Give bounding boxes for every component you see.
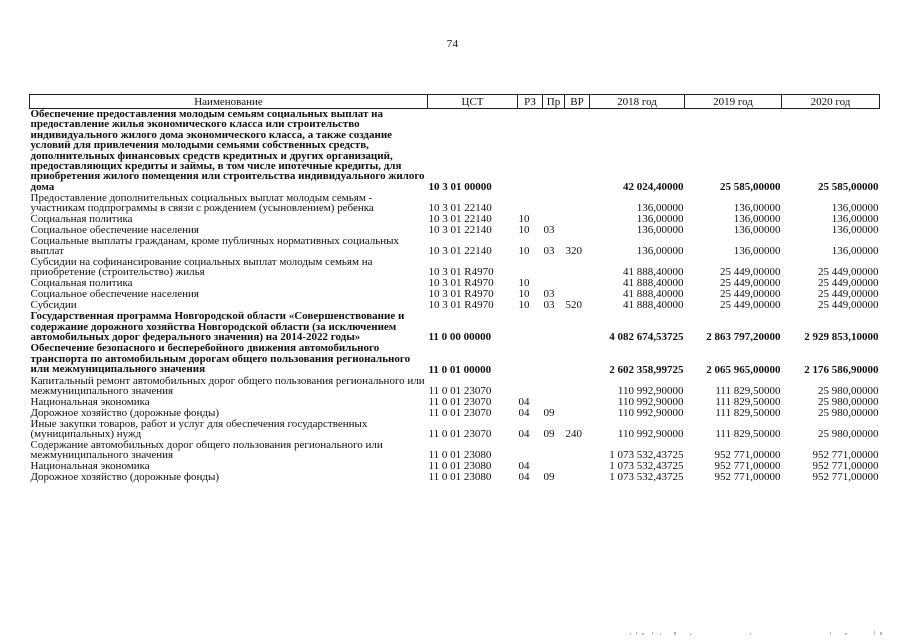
cell-2018: 110 992,90000 (617, 384, 684, 397)
cell-vr (565, 408, 590, 419)
cell-vr (565, 225, 590, 236)
cell-2018: 41 888,40000 (623, 299, 684, 312)
table-body (30, 109, 880, 483)
page-number: 74 (446, 38, 459, 50)
cell-cst: 10 3 01 22140 (428, 245, 492, 258)
cell-rz: 10 (518, 299, 530, 312)
cell-2020: 25 585,00000 (818, 181, 879, 194)
cell-2018: 136,00000 (636, 224, 684, 237)
cell-2018: 1 073 532,43725 (609, 459, 684, 472)
cell-rz (518, 109, 543, 194)
cell-name: Субсидии (30, 299, 77, 312)
cell-2018: 42 024,40000 (623, 181, 684, 194)
cell-2018: 41 888,40000 (623, 266, 684, 279)
cell-2019: 25 449,00000 (720, 266, 781, 279)
cell-vr (565, 472, 590, 483)
table-row (30, 193, 880, 214)
cell-cst: 11 0 00 00000 (428, 331, 492, 344)
cell-vr (565, 257, 590, 278)
cell-cst: 10 3 01 00000 (428, 181, 492, 194)
cell-rz: 04 (518, 395, 530, 408)
table-row (30, 376, 880, 397)
cell-name: Социальное обеспечение населения (30, 224, 199, 237)
cell-2020: 25 449,00000 (818, 288, 879, 301)
cell-2019: 25 449,00000 (720, 288, 781, 301)
cell-2019: 136,00000 (733, 224, 781, 237)
cell-name: Капитальный ремонт автомобильных дорог общего пользования регионального или межмуниципального значения (30, 374, 425, 397)
table-row (30, 311, 880, 343)
cell-2019: 2 863 797,20000 (706, 331, 781, 344)
cell-2018: 110 992,90000 (617, 427, 684, 440)
cell-name: Субсидии на софинансирование социальных выплат молодым семьям на приобретение (строительство) жилья (30, 256, 373, 279)
cell-vr (565, 311, 590, 343)
header-pr: Пр (543, 95, 565, 109)
cell-name: Национальная экономика (30, 459, 150, 472)
cell-rz (518, 376, 543, 397)
cell-2020: 952 771,00000 (812, 459, 879, 472)
cell-2020: 136,00000 (831, 213, 879, 226)
cell-pr: 03 (543, 224, 555, 237)
cell-name: Дорожное хозяйство (дорожные фонды) (30, 406, 220, 419)
cell-2018: 136,00000 (636, 245, 684, 258)
cell-2020: 2 929 853,10000 (804, 331, 879, 344)
cell-rz: 04 (518, 427, 530, 440)
cell-2019: 952 771,00000 (714, 470, 781, 483)
table-row (30, 236, 880, 257)
cell-rz: 04 (518, 406, 530, 419)
cell-rz: 10 (518, 245, 530, 258)
cell-2020: 25 980,00000 (818, 427, 879, 440)
cell-rz: 10 (518, 277, 530, 290)
cell-name: Предоставление дополнительных социальных выплат молодым семьям - участникам подпрограммы в связи с рождением (усыновлением) ребенка (30, 192, 374, 215)
header-2020: 2020 год (782, 95, 880, 109)
cell-pr (543, 343, 565, 375)
cell-rz (518, 440, 543, 461)
table-row (30, 343, 880, 375)
cell-2019: 25 449,00000 (720, 299, 781, 312)
header-name: Наименование (30, 95, 428, 109)
header-vr: ВР (565, 95, 590, 109)
cell-cst: 10 3 01 22140 (428, 202, 492, 215)
cell-2019: 136,00000 (733, 245, 781, 258)
cell-2018: 136,00000 (636, 202, 684, 215)
cell-cst: 11 0 01 23070 (428, 384, 492, 397)
table-row (30, 419, 880, 440)
cell-vr (565, 214, 590, 225)
cell-cst: 10 3 01 22140 (428, 213, 492, 226)
cell-2018: 1 073 532,43725 (609, 470, 684, 483)
header-2018: 2018 год (590, 95, 685, 109)
cell-pr (543, 257, 565, 278)
cell-cst: 11 0 01 23080 (428, 459, 492, 472)
cell-pr: 03 (543, 299, 555, 312)
cell-2018: 1 073 532,43725 (609, 448, 684, 461)
cell-cst: 10 3 01 R4970 (428, 277, 494, 290)
cell-2018: 136,00000 (636, 213, 684, 226)
cell-name: Иные закупки товаров, работ и услуг для обеспечения государственных (муниципальных) нужд (30, 417, 368, 440)
cell-vr (565, 343, 590, 375)
cell-2020: 136,00000 (831, 202, 879, 215)
cell-2019: 952 771,00000 (714, 448, 781, 461)
cell-2019: 111 829,50000 (715, 395, 781, 408)
cell-pr (543, 311, 565, 343)
cell-2019: 25 449,00000 (720, 277, 781, 290)
cell-name: Обеспечение безопасного и бесперебойного движения автомобильного транспорта по автомобильным дорогам общего пользования регионального или межмуниципального значения (30, 342, 411, 376)
cell-rz (518, 257, 543, 278)
cell-2018: 4 082 674,53725 (609, 331, 684, 344)
cell-2019: 25 585,00000 (720, 181, 781, 194)
cell-2020: 136,00000 (831, 224, 879, 237)
cell-rz: 04 (518, 459, 530, 472)
cell-pr (543, 376, 565, 397)
cell-2019: 952 771,00000 (714, 459, 781, 472)
cell-cst: 10 3 01 R4970 (428, 266, 494, 279)
cell-vr (565, 278, 590, 289)
cell-2020: 136,00000 (831, 245, 879, 258)
cell-name: Социальная политика (30, 213, 133, 226)
cell-vr: 520 (565, 299, 582, 312)
cell-pr: 09 (543, 427, 555, 440)
table-row (30, 257, 880, 278)
cell-2019: 111 829,50000 (715, 406, 781, 419)
cell-vr (565, 440, 590, 461)
header-cst: ЦСТ (428, 95, 518, 109)
cell-vr: 320 (565, 245, 582, 258)
header-2019: 2019 год (685, 95, 782, 109)
cell-cst: 11 0 01 23070 (428, 406, 492, 419)
cell-cst: 10 3 01 R4970 (428, 299, 494, 312)
table-row (30, 109, 880, 194)
cell-2018: 41 888,40000 (623, 288, 684, 301)
cell-cst: 11 0 01 23070 (428, 427, 492, 440)
cell-name: Обеспечение предоставления молодым семьям социальных выплат на предоставление жилья экономического класса или строительство индивидуального жилого дома экономического класса, а также создание условий для привлечения молодыми семьями собственных средств, дополнительных финансовых средств кредитных и других организаций, предоставляющих кредиты и займы, в том числе ипотечные кредиты, для приобретения жилого помещения или строительства индивидуального жилого дома (30, 108, 425, 193)
cell-2020: 25 449,00000 (818, 299, 879, 312)
cell-2018: 41 888,40000 (623, 277, 684, 290)
cell-name: Содержание автомобильных дорог общего пользования регионального или межмуниципального значения (30, 438, 383, 461)
cell-vr (565, 461, 590, 472)
cell-pr: 03 (543, 288, 555, 301)
cell-2020: 25 449,00000 (818, 277, 879, 290)
cell-rz (518, 343, 543, 375)
cell-2019: 111 829,50000 (715, 427, 781, 440)
table-row (30, 440, 880, 461)
cell-rz: 10 (518, 213, 530, 226)
cell-name: Социальное обеспечение населения (30, 288, 199, 301)
cell-pr (543, 193, 565, 214)
scan-artifact-marks (630, 630, 890, 640)
cell-vr: 240 (565, 427, 582, 440)
cell-name: Социальная политика (30, 277, 133, 290)
cell-rz: 04 (518, 470, 530, 483)
header-rz: РЗ (518, 95, 543, 109)
cell-2020: 25 449,00000 (818, 266, 879, 279)
cell-cst: 11 0 01 00000 (428, 363, 492, 376)
cell-cst: 10 3 01 R4970 (428, 288, 494, 301)
cell-pr: 09 (543, 470, 555, 483)
cell-pr (543, 109, 565, 194)
cell-pr: 09 (543, 406, 555, 419)
cell-cst: 11 0 01 23080 (428, 448, 492, 461)
cell-cst: 11 0 01 23080 (428, 470, 492, 483)
cell-2018: 110 992,90000 (617, 395, 684, 408)
table-row (30, 472, 880, 483)
cell-name: Дорожное хозяйство (дорожные фонды) (30, 470, 220, 483)
cell-2020: 952 771,00000 (812, 448, 879, 461)
cell-2018: 110 992,90000 (617, 406, 684, 419)
budget-table (29, 94, 880, 483)
cell-vr (565, 376, 590, 397)
cell-vr (565, 397, 590, 408)
cell-vr (565, 109, 590, 194)
cell-cst: 10 3 01 22140 (428, 224, 492, 237)
cell-2019: 111 829,50000 (715, 384, 781, 397)
cell-cst: 11 0 01 23070 (428, 395, 492, 408)
cell-2020: 25 980,00000 (818, 395, 879, 408)
cell-2019: 136,00000 (733, 202, 781, 215)
cell-name: Социальные выплаты гражданам, кроме публичных нормативных социальных выплат (30, 235, 399, 258)
cell-2020: 952 771,00000 (812, 470, 879, 483)
cell-2019: 2 065 965,00000 (706, 363, 781, 376)
cell-2020: 2 176 586,90000 (804, 363, 879, 376)
cell-name: Государственная программа Новгородской области «Совершенствование и содержание дорожного хозяйства Новгородской области (за исключением автомобильных дорог федерального значения) на 2014-2022 годы» (30, 310, 405, 344)
cell-rz (518, 193, 543, 214)
cell-rz (518, 311, 543, 343)
cell-rz: 10 (518, 288, 530, 301)
table-header-row (30, 95, 880, 109)
cell-rz: 10 (518, 224, 530, 237)
cell-name: Национальная экономика (30, 395, 150, 408)
cell-2020: 25 980,00000 (818, 384, 879, 397)
cell-pr (543, 440, 565, 461)
cell-vr (565, 193, 590, 214)
cell-2019: 136,00000 (733, 213, 781, 226)
cell-2018: 2 602 358,99725 (609, 363, 684, 376)
cell-2020: 25 980,00000 (818, 406, 879, 419)
cell-pr: 03 (543, 245, 555, 258)
